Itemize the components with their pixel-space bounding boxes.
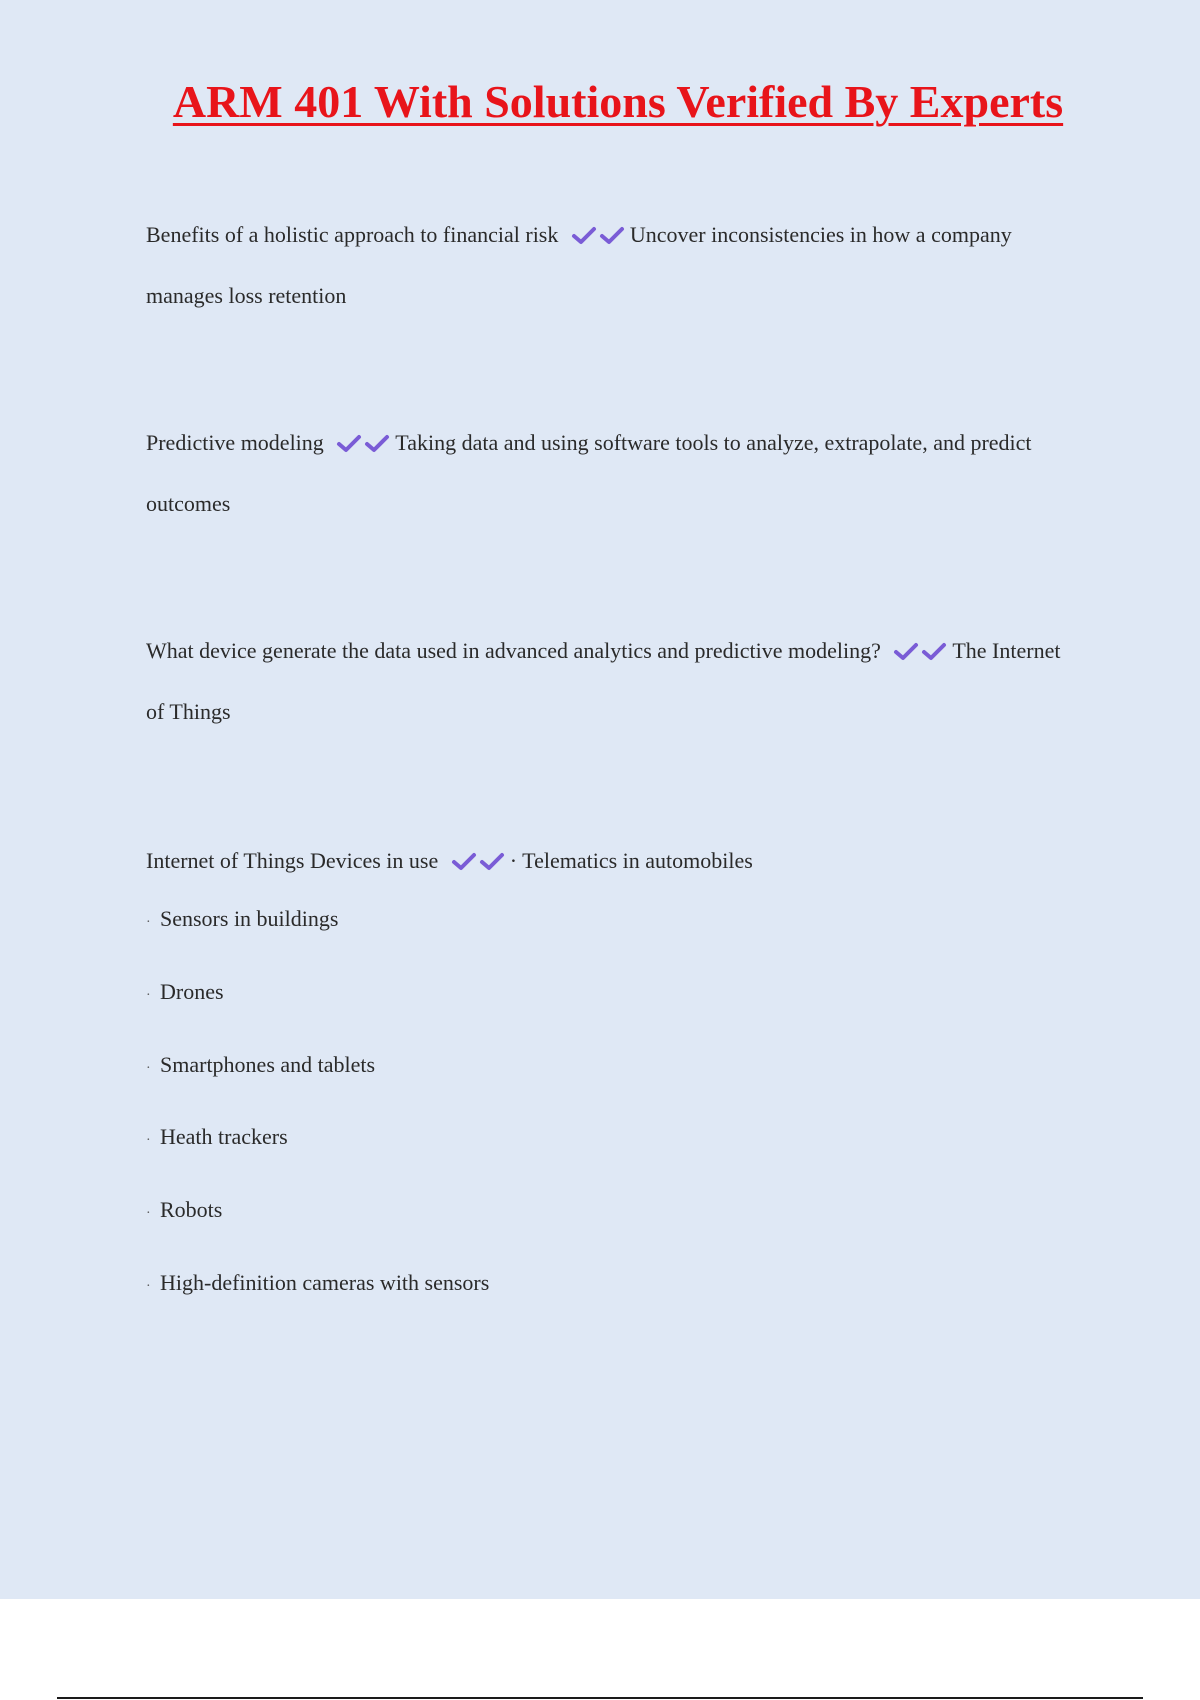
checkmark-icon xyxy=(571,225,597,245)
question-text: What device generate the data used in advanced analytics and predictive modeling? xyxy=(146,638,881,663)
answer-text: · Telematics in automobiles xyxy=(509,848,753,873)
answer-marker xyxy=(335,412,391,473)
bullet-marker: · xyxy=(146,1133,151,1149)
question-text: Benefits of a holistic approach to financial risk xyxy=(146,222,559,247)
bullet-marker: · xyxy=(146,1060,151,1076)
list-item xyxy=(146,1118,489,1191)
footer-divider xyxy=(57,1697,1143,1699)
checkmark-icon xyxy=(893,641,919,661)
answer-text: The Internet of Things xyxy=(146,638,1061,724)
device-list xyxy=(146,900,489,1337)
qa-item xyxy=(146,620,1076,742)
answer-text: Uncover inconsistencies in how a company manages loss retention xyxy=(146,222,1012,308)
question-text: Internet of Things Devices in use xyxy=(146,848,439,873)
checkmark-icon xyxy=(599,225,625,245)
qa-item xyxy=(146,830,1076,891)
checkmark-icon xyxy=(479,851,505,871)
checkmark-icon xyxy=(451,851,477,871)
list-item-text: Drones xyxy=(160,978,224,1004)
checkmark-icon xyxy=(921,641,947,661)
list-item xyxy=(146,900,489,973)
checkmark-icon xyxy=(364,433,390,453)
qa-item xyxy=(146,412,1076,534)
document-title: ARM 401 With Solutions Verified By Experts xyxy=(172,76,1064,127)
list-item xyxy=(146,1191,489,1264)
list-item-text: Sensors in buildings xyxy=(160,906,339,931)
checkmark-icon xyxy=(336,433,362,453)
answer-marker xyxy=(570,204,626,265)
list-item-text: Smartphones and tablets xyxy=(160,1051,376,1077)
list-item-text: Heath trackers xyxy=(160,1124,288,1150)
question-text: Predictive modeling xyxy=(146,430,324,455)
list-item-text: High-definition cameras with sensors xyxy=(160,1269,490,1295)
list-item xyxy=(146,1264,489,1337)
answer-marker xyxy=(892,620,948,681)
answer-text: Taking data and using software tools to analyze, extrapolate, and predict outcomes xyxy=(146,430,1032,516)
qa-item xyxy=(146,204,1076,326)
list-item xyxy=(146,1046,489,1119)
bullet-marker: · xyxy=(146,1278,151,1294)
answer-marker xyxy=(450,830,506,891)
bullet-marker: · xyxy=(146,1206,151,1222)
list-item-text: Robots xyxy=(160,1197,223,1223)
list-item xyxy=(146,973,489,1046)
bullet-marker: · xyxy=(146,987,151,1003)
bullet-marker: · xyxy=(146,915,151,930)
